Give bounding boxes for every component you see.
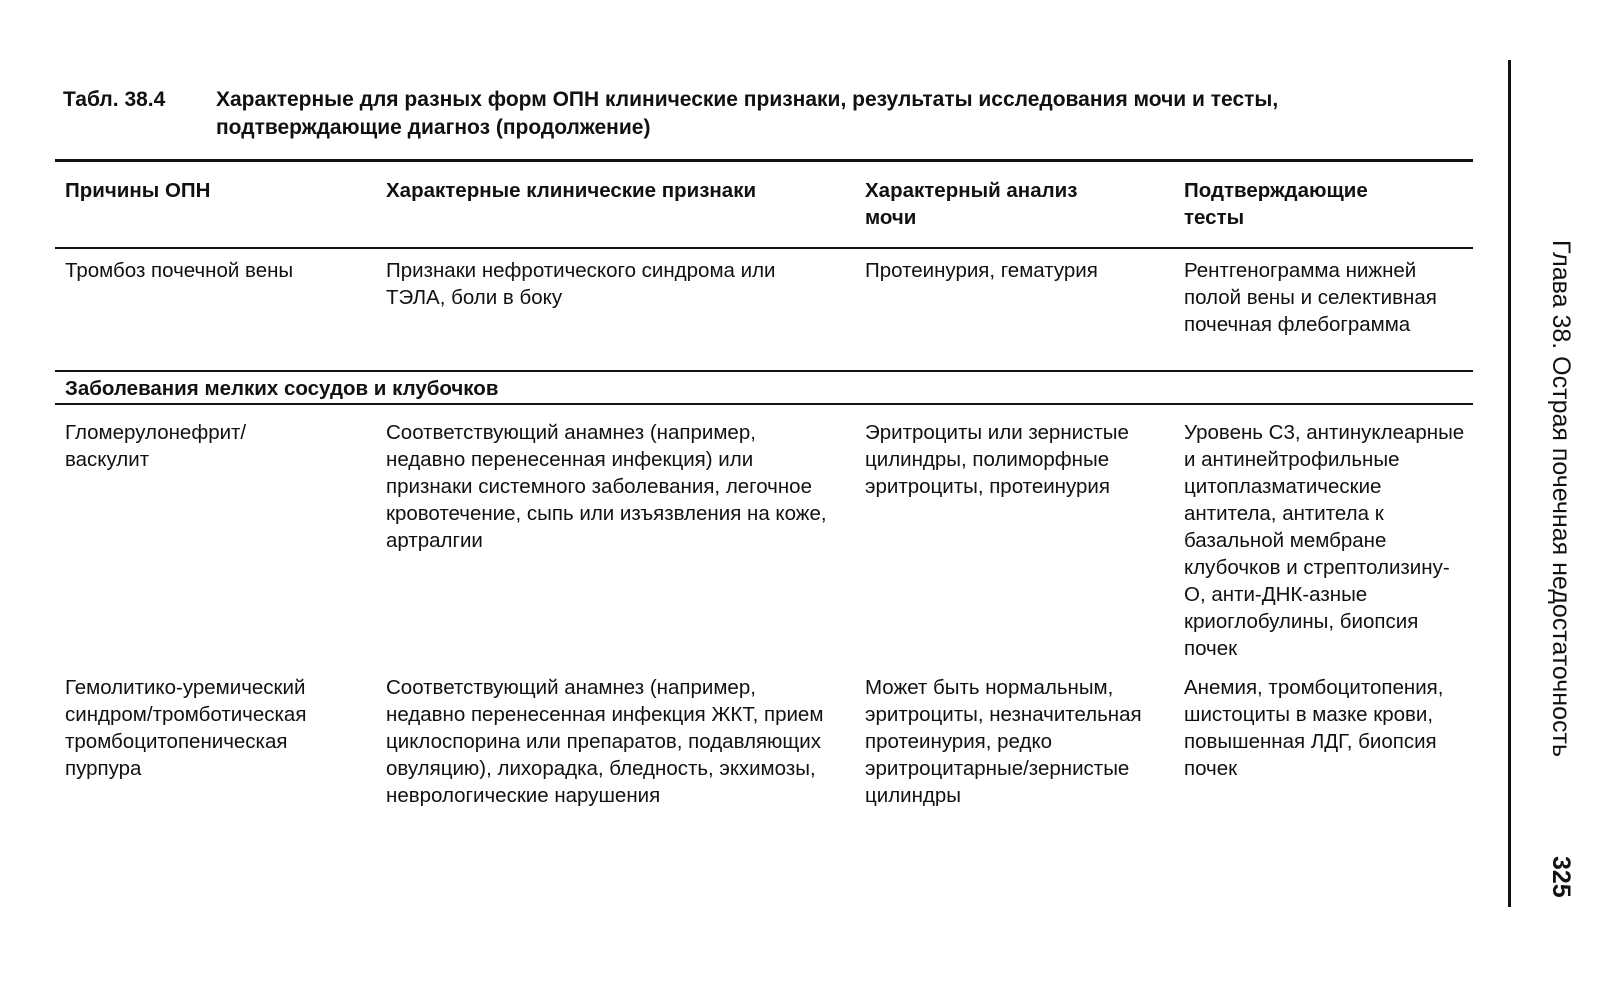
row1-cause: Тромбоз почечной вены	[65, 259, 294, 282]
header-urine-analysis: Характерный анализ мочи	[865, 179, 1078, 229]
row2-signs: Соответствующий анамнез (например, недавно перенесенная инфекция) или признаки системного заболевания, легочное кровотечение, сыпь или изъязвления на коже, артралгии	[386, 421, 827, 552]
row1-signs: Признаки нефротического синдрома или ТЭЛА, боли в боку	[386, 259, 776, 309]
row3-urine: Может быть нормальным, эритроциты, незначительная протеинурия, редко эритроцитарные/зернистые цилиндры	[865, 676, 1142, 807]
row3-signs: Соответствующий анамнез (например, недавно перенесенная инфекция ЖКТ, прием циклоспорина или препаратов, подавляющих овуляцию), лихорадка, бледность, экхимозы, неврологические нарушения	[386, 676, 824, 807]
running-head	[1545, 240, 1585, 820]
page-number	[1545, 856, 1585, 916]
row2-urine: Эритроциты или зернистые цилиндры, полиморфные эритроциты, протеинурия	[865, 421, 1129, 498]
header-clinical-signs: Характерные клинические признаки	[386, 179, 757, 202]
header-causes: Причины ОПН	[65, 179, 211, 202]
running-head-text: Глава 38. Острая почечная недостаточность	[1547, 240, 1575, 757]
row3-tests: Анемия, тромбоцитопения, шистоциты в мазке крови, повышенная ЛДГ, биопсия почек	[1184, 676, 1444, 780]
table-title: Характерные для разных форм ОПН клинические признаки, результаты исследования мочи и тесты, подтверждающие диагноз (продолжение)	[216, 88, 1279, 139]
margin-rule	[1508, 60, 1511, 907]
table-top-rule	[55, 159, 1473, 162]
section-bottom-rule	[55, 403, 1473, 405]
page-number-text: 325	[1547, 856, 1575, 898]
row2-cause: Гломерулонефрит/васкулит	[65, 421, 247, 471]
header-rule	[55, 247, 1473, 249]
header-confirming-tests: Подтверждающие тесты	[1184, 179, 1368, 229]
table-number: Табл. 38.4	[63, 88, 166, 111]
section-top-rule	[55, 370, 1473, 372]
section-heading: Заболевания мелких сосудов и клубочков	[65, 377, 499, 400]
row1-tests: Рентгенограмма нижней полой вены и селективная почечная флебограмма	[1184, 259, 1437, 336]
row3-cause: Гемолитико-уремический синдром/тромботическая тромбоцитопеническая пурпура	[65, 676, 307, 780]
row1-urine: Протеинурия, гематурия	[865, 259, 1098, 282]
row2-tests: Уровень С3, антинуклеарные и антинейтрофильные цитоплазматические антитела, антитела к базальной мембране клубочков и стрептолизину-О, анти-ДНК-азные криоглобулины, биопсия почек	[1184, 421, 1465, 660]
